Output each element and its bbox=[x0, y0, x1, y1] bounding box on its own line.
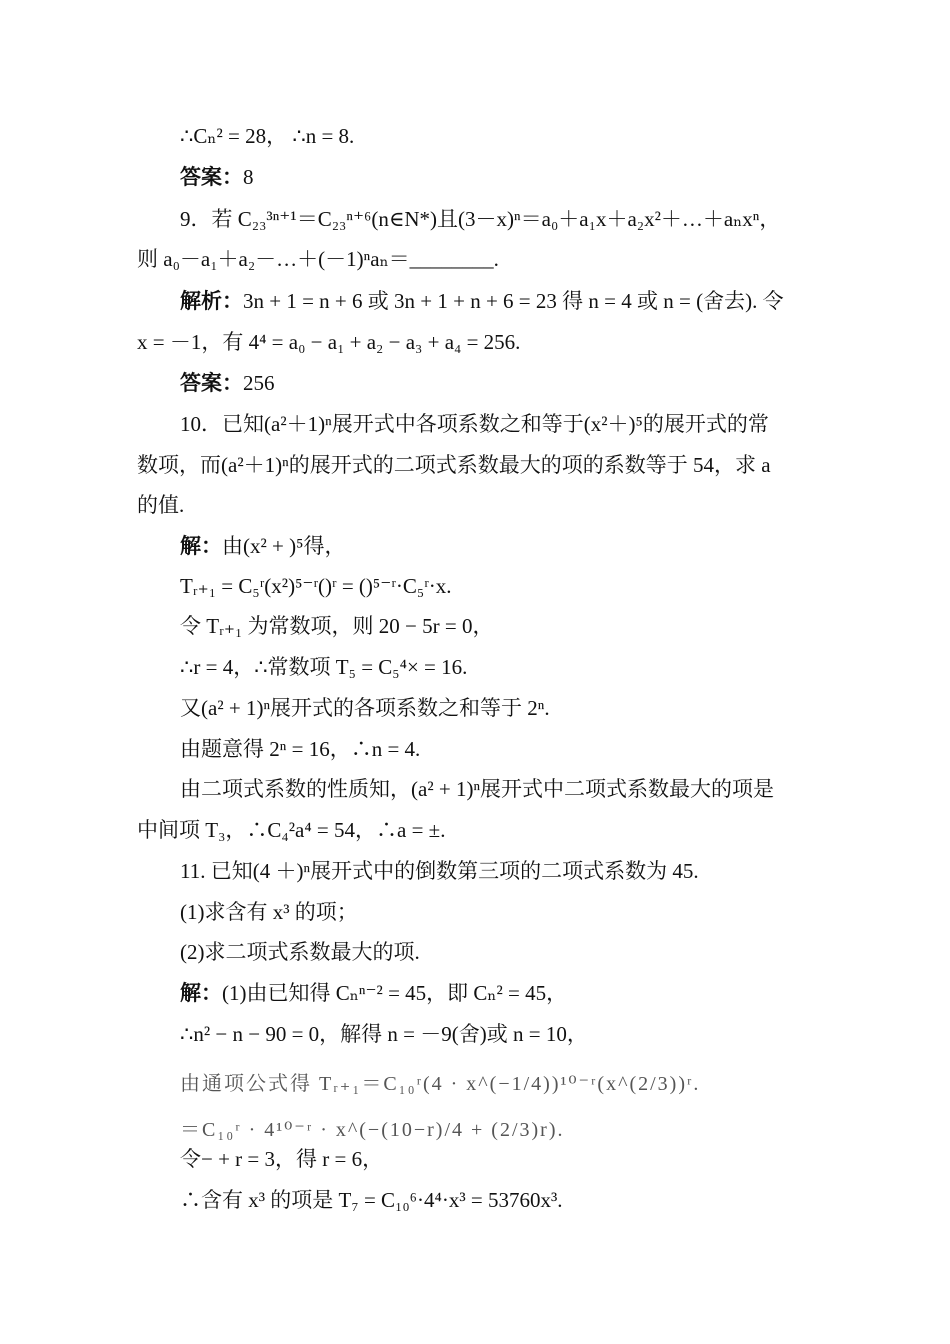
solution-10-line-7: 由二项式系数的性质知，(a² + 1)ⁿ展开式中二项式系数最大的项是 bbox=[180, 777, 775, 801]
solution-11-line-6: ∴含有 x³ 的项是 T₇ = C₁₀⁶·4⁴·x³ = 53760x³. bbox=[180, 1188, 563, 1212]
solution-10-line-8: 中间项 T₃，∴C₄²a⁴ = 54，∴a = ±. bbox=[137, 818, 446, 842]
question-11-part-1: (1)求含有 x³ 的项； bbox=[180, 900, 358, 924]
solution-9-line-2: x = －1，有 4⁴ = a₀ − a₁ + a₂ − a₃ + a₄ = 256. bbox=[137, 330, 521, 354]
question-10-line-1 bbox=[180, 410, 769, 438]
question-9-number: 9． bbox=[180, 207, 212, 231]
answer-value: 8 bbox=[243, 165, 254, 189]
solution-10-text-a: 由(x² + )⁵得， bbox=[222, 534, 346, 558]
question-9-line-1 bbox=[180, 205, 780, 233]
answer-256 bbox=[180, 369, 275, 397]
solution-label: 解： bbox=[180, 534, 222, 558]
solution-10-line-3: 令 Tᵣ₊₁ 为常数项，则 20 − 5r = 0， bbox=[180, 614, 494, 638]
answer-8 bbox=[180, 163, 254, 191]
solution-10-line-6: 由题意得 2ⁿ = 16，∴n = 4. bbox=[180, 737, 421, 761]
question-11-number: 11. bbox=[180, 859, 206, 883]
question-11-part-2: (2)求二项式系数最大的项. bbox=[180, 940, 420, 964]
answer-label: 答案： bbox=[180, 165, 243, 189]
question-9-text-a: 若 C₂₃³ⁿ⁺¹＝C₂₃ⁿ⁺⁶(n∈N*)且(3－x)ⁿ＝a₀＋a₁x＋a₂x²＋…＋aₙxⁿ， bbox=[211, 207, 781, 231]
question-10-line-2: 数项，而(a²＋1)ⁿ的展开式的二项式系数最大的项的系数等于 54，求 a bbox=[137, 453, 771, 477]
question-11-line-1 bbox=[180, 857, 699, 885]
question-10-text-a: 已知(a²＋1)ⁿ展开式中各项系数之和等于(x²＋)⁵的展开式的常 bbox=[222, 412, 769, 436]
solution-10-line-5: 又(a² + 1)ⁿ展开式的各项系数之和等于 2ⁿ. bbox=[180, 696, 550, 720]
question-11-text-a: 已知(4 ＋)ⁿ展开式中的倒数第三项的二项式系数为 45. bbox=[210, 859, 699, 883]
solution-11-formula-image-2: ＝C₁₀ʳ · 4¹⁰⁻ʳ · x^(−(10−r)/4 + (2/3)r). bbox=[180, 1119, 565, 1141]
solution-9-line-1 bbox=[180, 287, 784, 315]
solution-11-formula-image-1: 由通项公式得 Tᵣ₊₁＝C₁₀ʳ(4 · x^(−1/4))¹⁰⁻ʳ(x^(2/3))ʳ. bbox=[180, 1073, 701, 1095]
solution-label: 解析： bbox=[180, 289, 243, 313]
solution-9-text-a: 3n + 1 = n + 6 或 3n + 1 + n + 6 = 23 得 n = 4 或 n = (舍去). 令 bbox=[243, 289, 784, 313]
solution-10-line-4: ∴r = 4，∴常数项 T₅ = C₅⁴× = 16. bbox=[180, 655, 468, 679]
solution-11-text-a: (1)由已知得 Cₙⁿ⁻² = 45，即 Cₙ² = 45， bbox=[222, 981, 568, 1005]
line-n-equals-8: ∴Cₙ² = 28， ∴n = 8. bbox=[180, 124, 355, 148]
solution-11-line-2: ∴n² − n − 90 = 0，解得 n = －9(舍)或 n = 10， bbox=[180, 1022, 588, 1046]
solution-11-line-5: 令− + r = 3，得 r = 6， bbox=[180, 1147, 384, 1171]
answer-value: 256 bbox=[243, 371, 275, 395]
solution-10-line-2: Tᵣ₊₁ = C₅ʳ(x²)⁵⁻ʳ()ʳ = ()⁵⁻ʳ·C₅ʳ·x. bbox=[180, 574, 452, 598]
question-10-number: 10． bbox=[180, 412, 222, 436]
solution-label: 解： bbox=[180, 981, 222, 1005]
solution-11-line-1 bbox=[180, 979, 567, 1007]
question-10-line-3: 的值. bbox=[137, 493, 185, 517]
solution-10-line-1 bbox=[180, 532, 345, 560]
question-9-line-2: 则 a₀－a₁＋a₂－…＋(－1)ⁿaₙ＝________. bbox=[137, 247, 499, 271]
answer-label: 答案： bbox=[180, 371, 243, 395]
